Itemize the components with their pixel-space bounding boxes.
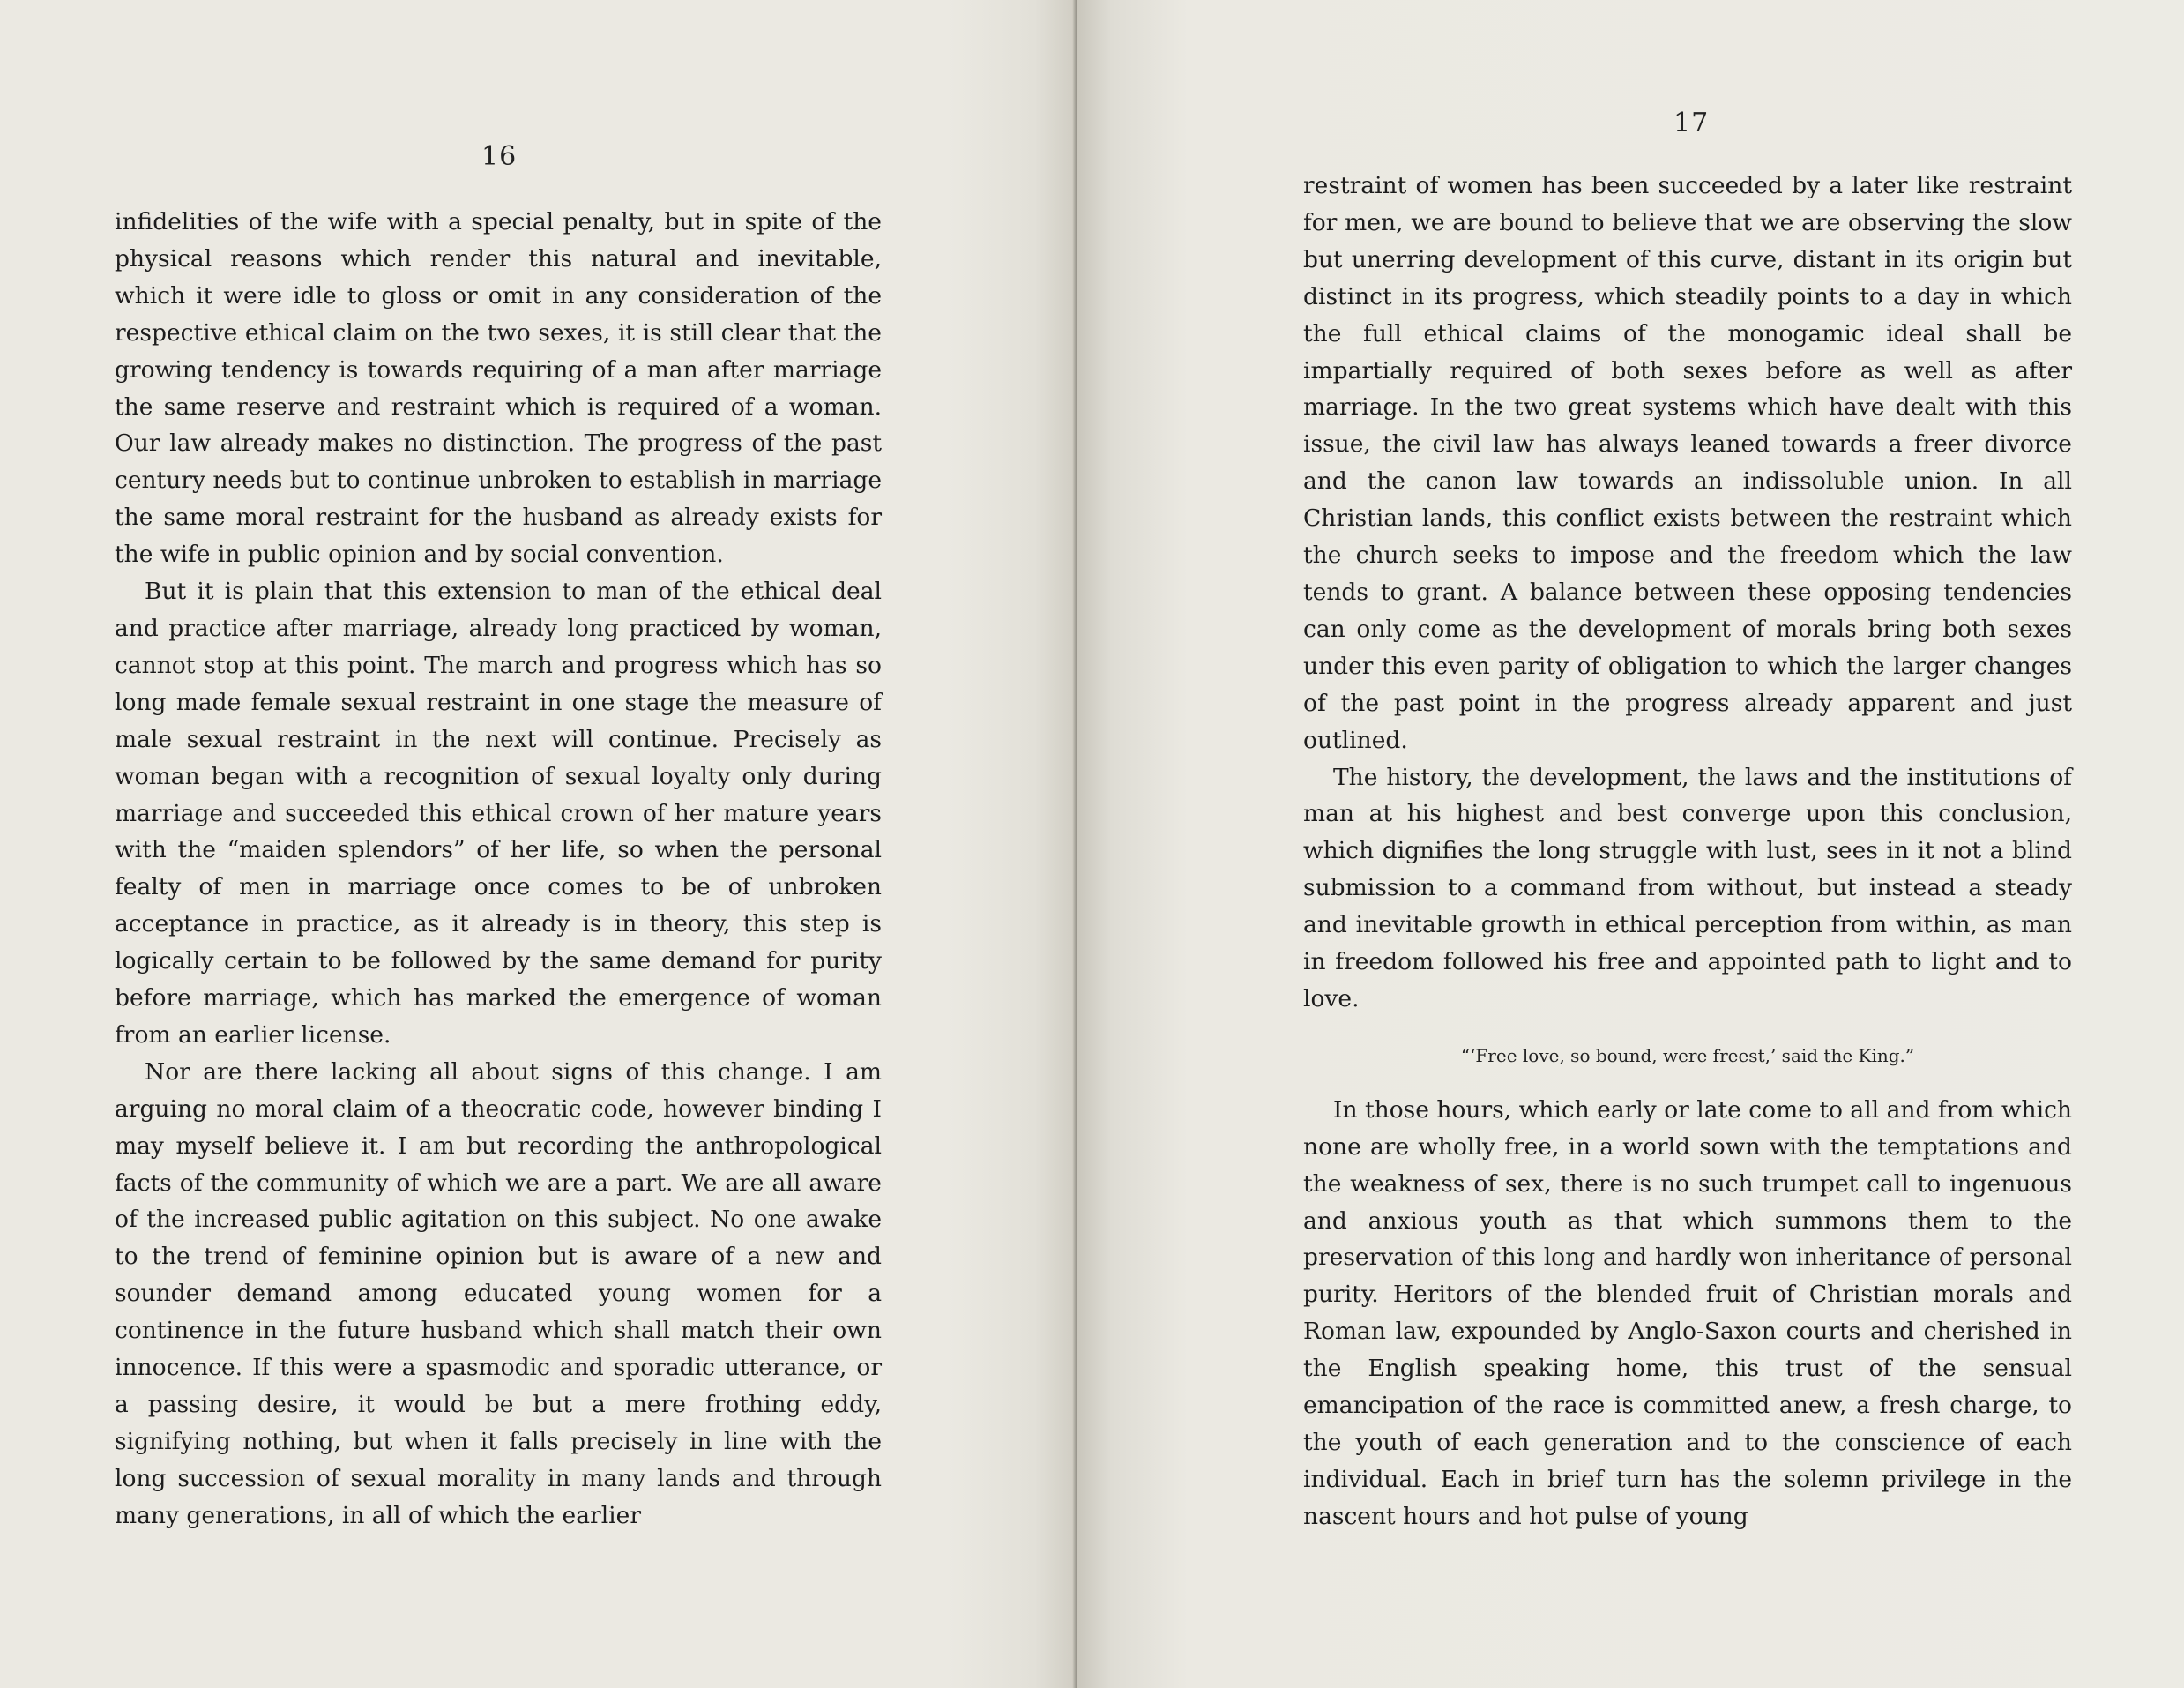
paragraph: In those hours, which early or late come to all and from which none are wholly free, in a world sown with the temptations and the weakness of sex, there is no such trumpet call to ingenuous and anxious youth as that which summons them to the preservation of this long and hardly won inheritance of personal purity. Heritors of the blended fruit of Christian morals and Roman law, expounded by Anglo-Saxon courts and cherished in the English speaking home, this trust of the sensual emancipation of the race is committed anew, a fresh charge, to the youth of each generation and to the conscience of each individual. Each in brief turn has the solemn privilege in the nascent hours and hot pulse of young <box>1303 1095 2072 1530</box>
paragraph: The history, the development, the laws and the institutions of man at his highest and best converge upon this conclusion, which dignifies the long struggle with lust, sees in it not a blind submission to a command from without, but instead a steady and inevitable growth in ethical perception from within, as man in freedom followed his free and appointed path to light and to love. <box>1303 763 2072 1012</box>
left-page-text <box>115 204 882 1535</box>
paragraph: restraint of women has been succeeded by a later like restraint for men, we are bound to believe that we are observing the slow but unerring development of this curve, distant in its origin but distinct in its progress, which steadily points to a day in which the full ethical claims of the monogamic ideal shall be impartially required of both sexes before as well as after marriage. In the two great systems which have dealt with this issue, the civil law has always leaned towards a freer divorce and the canon law towards an indissoluble union. In all Christian lands, this conflict exists between the restraint which the church seeks to impose and the freedom which the law tends to grant. A balance between these opposing tendencies can only come as the development of morals bring both sexes under this even parity of obligation to which the larger changes of the past point in the progress already apparent and just outlined. <box>1303 172 2072 754</box>
epigraph-quote: “‘Free love, so bound, were freest,’ said the King.” <box>1460 1044 1915 1066</box>
paragraph: infidelities of the wife with a special penalty, but in spite of the physical reasons which render this natural and inevitable, which it were idle to gloss or omit in any consideration of the respective ethical claim on the two sexes, it is still clear that the growing tendency is towards requiring of a man after marriage the same reserve and restraint which is required of a woman. Our law already makes no distinction. The progress of the past century needs but to continue unbroken to establish in marriage the same moral restraint for the husband as already exists for the wife in public opinion and by social convention. <box>115 208 883 569</box>
left-page <box>0 0 1077 1688</box>
right-page-text <box>1303 168 2072 1535</box>
page-number-right: 17 <box>1673 108 1710 138</box>
paragraph: Nor are there lacking all about signs of this change. I am arguing no moral claim of a theocratic code, however binding I may myself believe it. I am but recording the anthropological facts of the community of which we are a part. We are all aware of the increased public agitation on this subject. No one awake to the trend of feminine opinion but is aware of a new and sounder demand among educated young women for a continence in the future husband which shall match their own innocence. If this were a spasmodic and sporadic utterance, or a passing desire, it would be but a mere frothing eddy, signifying nothing, but when it falls precisely in line with the long succession of sexual morality in many lands and through many generations, in all of which the earlier <box>115 1057 882 1529</box>
page-number-left: 16 <box>481 141 518 172</box>
paragraph: But it is plain that this extension to man of the ethical deal and practice after marriage, already long practiced by woman, cannot stop at this point. The march and progress which has so long made female sexual restraint in one stage the measure of male sexual restraint in the next will continue. Precisely as woman began with a recognition of sexual loyalty only during marriage and succeeded this ethical crown of her mature years with the “maiden splendors” of her life, so when the personal fealty of men in marriage once comes to be of unbroken acceptance in practice, as it already is in theory, this step is logically certain to be followed by the same demand for purity before marriage, which has marked the emergence of woman from an earlier license. <box>115 578 882 1049</box>
right-page <box>1077 0 2184 1688</box>
